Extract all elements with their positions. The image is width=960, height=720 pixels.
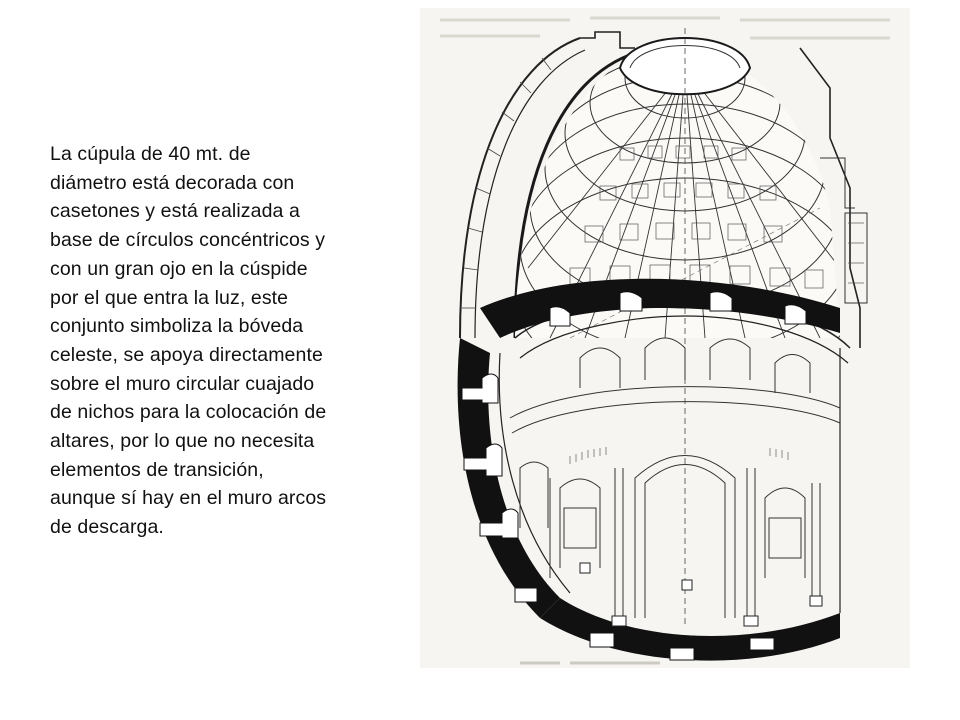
- description-paragraph: La cúpula de 40 mt. de diámetro está decorada con casetones y está realizada a base de círculos concéntricos y con un gran ojo en la cúspide por el que entra la luz, este conjunto simboliza la bóveda celeste, se apoya directamente sobre el muro circular cuajado de nichos para la colocación de altares, por lo que no necesita elementos de transición, aunque sí hay en el muro arcos de descarga.: [50, 143, 327, 539]
- pantheon-cutaway-illustration: [420, 8, 910, 668]
- pantheon-section-drawing: [420, 8, 910, 668]
